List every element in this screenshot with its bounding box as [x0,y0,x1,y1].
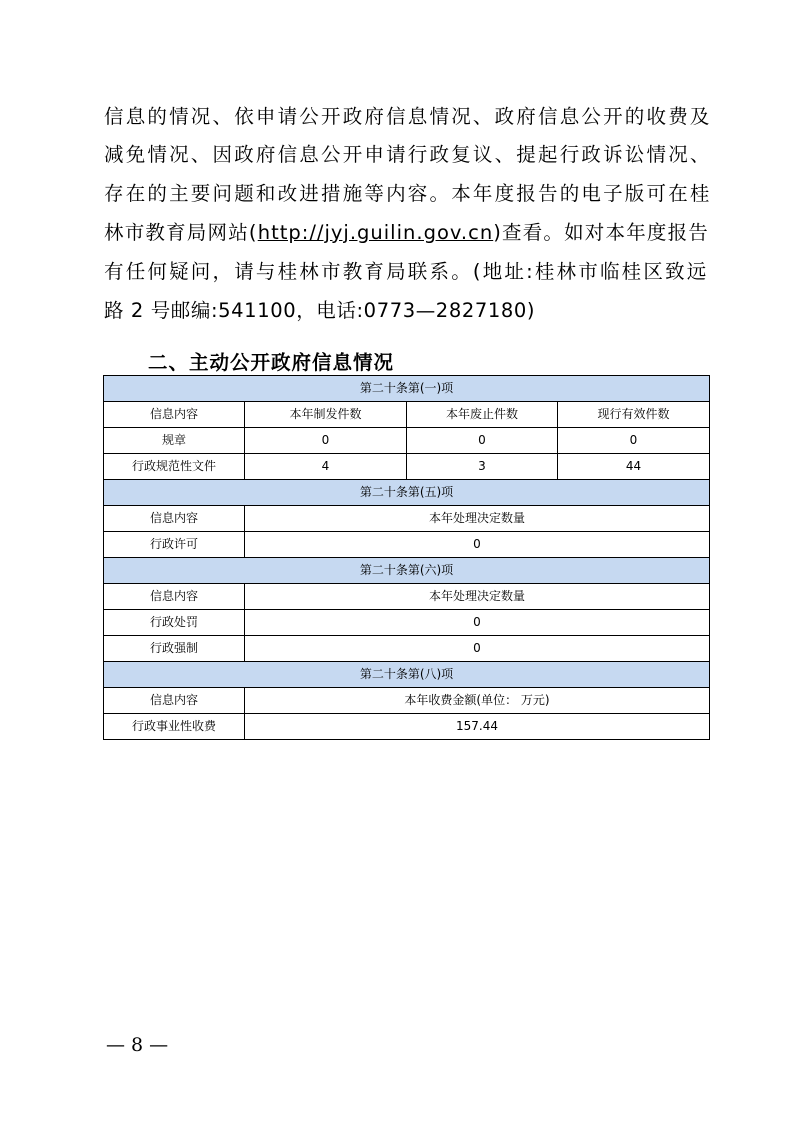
column-header: 信息内容 [104,688,245,714]
cell-value: 0 [407,428,558,454]
row-label: 行政事业性收费 [104,714,245,740]
column-header: 本年废止件数 [407,402,558,428]
section-title-row [104,376,710,402]
paragraph-line: 信息的情况、依申请公开政府信息情况、政府信息公开的收费及 [104,105,712,128]
table-header-row [104,688,710,714]
paragraph-text: 林市教育局网站( [104,221,258,244]
table-row [104,610,710,636]
table-header-row [104,584,710,610]
row-label: 行政规范性文件 [104,454,245,480]
cell-value: 44 [558,454,710,480]
column-header: 信息内容 [104,402,245,428]
disclosure-table [103,375,710,740]
cell-value: 0 [245,428,407,454]
column-header: 本年处理决定数量 [245,506,710,532]
section-title: 第二十条第(五)项 [104,480,710,506]
section-title: 第二十条第(一)项 [104,376,710,402]
section-title-row [104,558,710,584]
paragraph-line: 有任何疑问，请与桂林市教育局联系。(地址:桂林市临桂区致远 [104,260,709,283]
row-label: 行政许可 [104,532,245,558]
paragraph-line: 减免情况、因政府信息公开申请行政复议、提起行政诉讼情况、 [104,143,712,166]
section-title: 第二十条第(六)项 [104,558,710,584]
section-title-row [104,480,710,506]
table-row [104,428,710,454]
paragraph-text: )查看。如对本年度报告 [493,221,710,244]
row-label: 规章 [104,428,245,454]
cell-value: 0 [245,636,710,662]
row-label: 行政强制 [104,636,245,662]
cell-value: 3 [407,454,558,480]
column-header: 本年收费金额(单位： 万元) [245,688,710,714]
table-header-row [104,402,710,428]
row-label: 行政处罚 [104,610,245,636]
website-link[interactable]: http://jyj.guilin.gov.cn [257,221,494,244]
section-title-row [104,662,710,688]
cell-value: 0 [245,610,710,636]
table-row [104,454,710,480]
table-row [104,714,710,740]
paragraph-line [104,218,709,248]
table-header-row [104,506,710,532]
cell-value: 0 [245,532,710,558]
paragraph-line: 存在的主要问题和改进措施等内容。本年度报告的电子版可在桂 [104,182,712,205]
table-row [104,636,710,662]
cell-value: 0 [558,428,710,454]
column-header: 现行有效件数 [558,402,710,428]
column-header: 信息内容 [104,506,245,532]
paragraph-line: 路 2 号邮编:541100，电话:0773—2827180) [104,299,536,322]
table-row [104,532,710,558]
cell-value: 4 [245,454,407,480]
column-header: 信息内容 [104,584,245,610]
page-number: — 8 — [106,1034,169,1056]
section-heading: 二、主动公开政府信息情况 [148,351,395,374]
section-title: 第二十条第(八)项 [104,662,710,688]
column-header: 本年制发件数 [245,402,407,428]
column-header: 本年处理决定数量 [245,584,710,610]
cell-value: 157.44 [245,714,710,740]
